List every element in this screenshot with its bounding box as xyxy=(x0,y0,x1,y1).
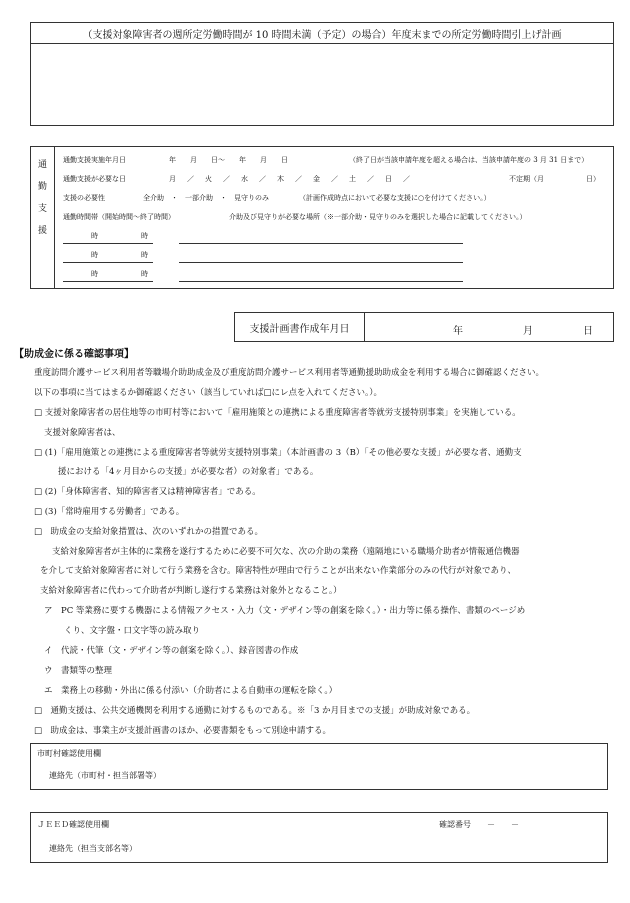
confirm-line: ウ 書類等の整理 xyxy=(44,666,113,676)
time-start-unit: 時 xyxy=(91,270,98,278)
checkbox-item[interactable]: □ 通勤支援は、公共交通機関を利用する通勤に対するものである。※「3 か月目までの支援」が助成対象である。 xyxy=(34,706,476,716)
work-hours-plan-box xyxy=(30,22,614,126)
support-days xyxy=(169,176,410,183)
assist-place-note: 介助及び見守りが必要な場所（※一部介助・見守りのみを選択した場合に記載してください。） xyxy=(229,213,527,221)
side-char: 支 xyxy=(37,204,47,214)
side-char: 援 xyxy=(37,226,47,236)
day-sep: ／ xyxy=(259,175,266,183)
support-days-label: 通勤支援が必要な日 xyxy=(63,175,126,183)
confirm-line: 支給対象障害者が主体的に業務を遂行するために必要不可欠な、次の介助の業務（遠隔地にいる職場介助者が情報通信機器 xyxy=(52,547,520,557)
plan-created-date-label: 支援計画書作成年月日 xyxy=(235,313,365,341)
confirm-line: エ 業務上の移動・外出に係る付添い（介助者による自動車の運転を除く。） xyxy=(44,686,338,696)
checkbox-item[interactable]: □ 支援対象障害者の居住地等の市町村等において「雇用施策との連携による重度障害者等就労支援特別事業」を実施している。 xyxy=(34,408,521,418)
day-wed[interactable]: 水 xyxy=(241,175,248,183)
commute-support-box xyxy=(30,146,614,289)
time-input-line[interactable] xyxy=(63,281,153,282)
plan-title-row xyxy=(31,23,613,44)
day-sep: ／ xyxy=(223,175,230,183)
day-sep: ／ xyxy=(187,175,194,183)
plan-title: （支援対象障害者の週所定労働時間が 10 時間未満（予定）の場合）年度末までの所定労働時間引上げ計画 xyxy=(82,29,562,41)
time-end-unit: 時 xyxy=(141,270,148,278)
day-sat[interactable]: 土 xyxy=(349,175,356,183)
day-fri[interactable]: 金 xyxy=(313,175,320,183)
support-need-note: （計画作成時点において必要な支援に○を付けてください。） xyxy=(299,194,491,202)
checkbox-item[interactable]: □ (1)「雇用施策との連携による重度障害者等就労支援特別事業」（本計画書の 3（B）「その他必要な支援」が必要な者、通勤支 xyxy=(34,448,522,458)
side-char: 勤 xyxy=(37,182,47,192)
time-start-unit: 時 xyxy=(91,251,98,259)
confirm-heading: 【助成金に係る確認事項】 xyxy=(14,349,134,360)
plan-created-date-fields[interactable] xyxy=(365,313,613,341)
plan-created-date-box xyxy=(234,312,614,342)
day-sep: ／ xyxy=(367,175,374,183)
time-end-unit: 時 xyxy=(141,232,148,240)
checkbox-item[interactable]: □ 助成金の支給対象措置は、次のいずれかの措置である。 xyxy=(34,527,264,537)
support-date-note: （終了日が当該申請年度を超える場合は、当該申請年度の 3 月 31 日まで） xyxy=(349,156,589,164)
confirm-line: 以下の事項に当てはまるか御確認ください（該当していれば□にレ点を入れてください。）。 xyxy=(34,388,383,398)
confirm-line: 重度訪問介護サービス利用者等職場介助助成金及び重度訪問介護サービス利用者等通勤援助助成金を利用する場合に御確認ください。 xyxy=(34,368,545,378)
day-mon[interactable]: 月 xyxy=(169,175,176,183)
side-char: 通 xyxy=(37,160,47,170)
jeed-title: ＪＥＥＤ確認使用欄 xyxy=(37,820,109,829)
date-month: 月 xyxy=(523,326,533,337)
support-need-options[interactable]: 全介助 ・ 一部介助 ・ 見守りのみ xyxy=(143,194,269,202)
place-input-line[interactable] xyxy=(179,262,463,263)
day-sun[interactable]: 日 xyxy=(385,175,392,183)
day-sep: ／ xyxy=(331,175,338,183)
irregular-days[interactable]: 不定期（月 日） xyxy=(509,175,600,183)
jeed-contact[interactable]: 連絡先（担当支部名等） xyxy=(49,844,137,853)
commute-side-label xyxy=(31,147,55,288)
confirm-line: ア PC 等業務に要する機器による情報アクセス・入力（文・デザイン等の創案を除く。）・出力等に係る操作、書類のページめ xyxy=(44,606,526,616)
confirm-line: イ 代読・代筆（文・デザイン等の創案を除く。）、録音図書の作成 xyxy=(44,646,299,656)
commute-time-label: 通勤時間帯（開始時間～終了時間） xyxy=(63,213,175,221)
day-thu[interactable]: 木 xyxy=(277,175,284,183)
checkbox-item[interactable]: □ (2)「身体障害者、知的障害者又は精神障害者」である。 xyxy=(34,487,261,497)
checkbox-item[interactable]: □ 助成金は、事業主が支援計画書のほか、必要書類をもって別途申請する。 xyxy=(34,726,332,736)
municipality-title: 市町村確認使用欄 xyxy=(37,749,101,758)
support-need-label: 支援の必要性 xyxy=(63,194,105,202)
day-sep: ／ xyxy=(295,175,302,183)
date-day: 日 xyxy=(583,326,593,337)
plan-input-area[interactable] xyxy=(31,44,613,125)
confirm-line: 援における「4ヶ月目からの支援」が必要な者）の対象者」である。 xyxy=(58,467,319,477)
date-year: 年 xyxy=(453,326,463,337)
confirm-line: を介して支給対象障害者に対して行う業務を含む。障害特性が理由で行うことが出来ない作業部分のみの代行が対象であり、 xyxy=(40,566,517,576)
time-input-line[interactable] xyxy=(63,262,153,263)
support-date-range: 年 月 日～ 年 月 日 xyxy=(169,156,288,164)
checkbox-item[interactable]: □ (3)「常時雇用する労働者」である。 xyxy=(34,507,185,517)
confirm-line: 支援対象障害者は、 xyxy=(44,428,121,438)
support-date-label: 通勤支援実施年月日 xyxy=(63,156,126,164)
place-input-line[interactable] xyxy=(179,243,463,244)
municipality-confirm-box xyxy=(30,743,608,790)
confirm-line: くり、文字盤・口文字等の読み取り xyxy=(64,626,201,636)
jeed-confirm-number[interactable]: 確認番号 － － xyxy=(439,820,519,829)
day-tue[interactable]: 火 xyxy=(205,175,212,183)
day-sep: ／ xyxy=(403,175,410,183)
time-input-line[interactable] xyxy=(63,243,153,244)
time-start-unit: 時 xyxy=(91,232,98,240)
confirm-line: 支給対象障害者に代わって介助者が判断し遂行する業務は対象外となること。） xyxy=(40,586,342,596)
municipality-contact[interactable]: 連絡先（市町村・担当部署等） xyxy=(49,771,161,780)
time-end-unit: 時 xyxy=(141,251,148,259)
place-input-line[interactable] xyxy=(179,281,463,282)
jeed-confirm-box xyxy=(30,812,608,863)
